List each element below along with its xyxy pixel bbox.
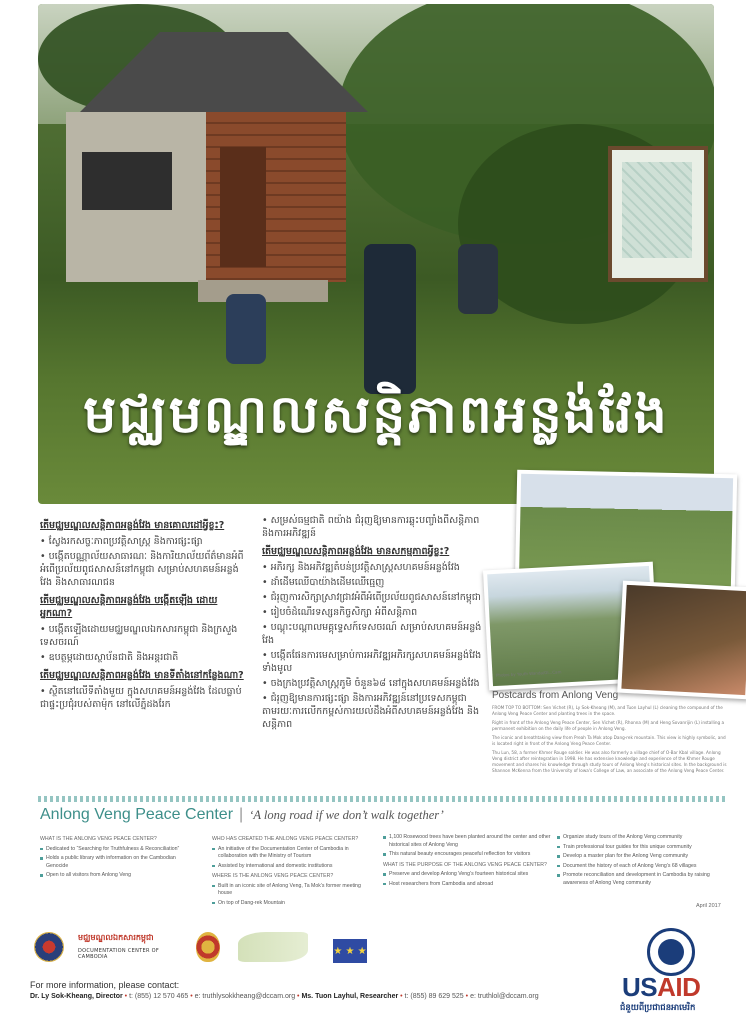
english-item: Built in an iconic site of Anlong Veng, Ta Mok’s former meeting house [212, 883, 370, 898]
map-signboard [608, 146, 708, 282]
contact-email[interactable]: e: truthlol@dccam.org [470, 993, 539, 1000]
person-kneeling [226, 294, 266, 364]
person-bending [458, 244, 498, 314]
dccam-english-name: DOCUMENTATION CENTER OF CAMBODIA [78, 948, 160, 960]
english-item: On top of Dang-rek Mountain [212, 900, 370, 908]
contact-phone: t: (855) 12 570 465 [129, 993, 189, 1000]
person-with-hoe [364, 244, 416, 394]
usaid-aid: AID [657, 972, 701, 1002]
khmer-question: តើមជ្ឈមណ្ឌលសន្តិភាពអន្លង់វែង បង្កើតឡើង ដោយ អ្នកណា? [40, 595, 218, 619]
contact-line [30, 993, 539, 1000]
english-list [212, 846, 370, 871]
english-item: This natural beauty encourages peaceful reflection for visitors [383, 851, 555, 859]
english-item: An initiative of the Documentation Center of Cambodia in collaboration with the Ministry of Tourism [212, 846, 370, 861]
postcard-caption: FROM TOP TO BOTTOM: Sen Vichet (R), Ly Sok-Kheang (M), and Tuon Layhul (L) cleaning the compound of the Anlong Veng Peace Center and planting trees in the space. [492, 705, 723, 716]
khmer-answer: • រៀបចំដំណើរទស្សនកិច្ចសិក្សា អំពីសន្តិភាព [262, 607, 418, 618]
english-item: Promote reconciliation and development in Cambodia by raising awareness of Anlong Veng community [557, 872, 727, 887]
bullet: • [124, 993, 128, 1000]
english-question: WHAT IS THE ANLONG VENG PEACE CENTER? [40, 836, 157, 842]
bullet: • [297, 993, 300, 1000]
usaid-us: US [622, 972, 658, 1002]
house-roof [48, 32, 368, 112]
english-list [212, 883, 370, 908]
khmer-column-2 [262, 514, 487, 733]
postcard-caption: The iconic and breathtaking view from Preah Ta Mok atop Dang-rek mountain. This view is highly symbolic, and is located right in front of the Anlong Veng Peace Center. [492, 735, 726, 746]
english-item: Preserve and develop Anlong Veng’s fourteen historical sites [383, 871, 555, 879]
english-question: WHO HAS CREATED THE ANLONG VENG PEACE CENTER? [212, 836, 359, 842]
contact-label: For more information, please contact: [30, 980, 180, 990]
hero-photo [38, 4, 714, 504]
khmer-answer: • ដាំដើមឈើបាយ៉ាងដើមឈើធ្មេញ [262, 577, 385, 588]
english-list [557, 834, 727, 887]
bullet: • [465, 993, 469, 1000]
english-item: Host researchers from Cambodia and abroad [383, 881, 555, 889]
khmer-answer: • ចងក្រងប្រវត្តិសាស្ត្រភូមិ ចំនួន៦៨ នៅក្នុងសហគមន៍អន្លង់វែង [262, 678, 480, 689]
contact-name: Ms. Tuon Layhul, Researcher [301, 993, 399, 1000]
eu-flag-logo: ★ ★ ★ [333, 939, 367, 963]
usaid-wordmark [622, 972, 700, 1003]
khmer-answer: • ស្ថិតនៅលើទីតាំងមួយ ក្នុងសហគមន៍អន្លង់វែង ដែលធ្លាប់ជាផ្ទះប្រជុំរបស់តាម៉ុក នៅលើភ្នំដងរែក [40, 686, 242, 710]
english-item: Develop a master plan for the Anlong Veng community [557, 853, 727, 861]
khmer-answer: • ឧបត្ថម្ភដោយស្ថាប័នជាតិ និងអន្តរជាតិ [40, 652, 179, 663]
english-question: WHERE IS THE ANLONG VENG PEACE CENTER? [212, 873, 334, 879]
english-item: 1,100 Rosewood trees have been planted around the center and other historical sites of Anlong Veng [383, 834, 555, 849]
usaid-seal-center [658, 939, 684, 965]
center-title: Anlong Veng Peace Center [40, 806, 234, 823]
postcard-photo-portrait [617, 581, 746, 700]
khmer-answer: • ជំរុញឱ្យមានការផ្សះផ្សា និងការអភិវឌ្ឍន៍នៅប្រទេសកម្ពុជា តាមរយៈការលើកកម្ពស់ការយល់ដឹងអំពីសហគមន៍អន្លង់វែង និងសន្តិភាព [262, 693, 479, 730]
english-item: Document the history of each of Anlong Veng’s 68 villages [557, 863, 727, 871]
bullet: • [190, 993, 193, 1000]
contact-phone: t: (855) 89 629 525 [404, 993, 464, 1000]
usaid-khmer-tagline: ជំនួយពីប្រជាជនអាមេរិក [620, 1003, 696, 1013]
khmer-question: តើមជ្ឈមណ្ឌលសន្តិភាពអន្លង់វែង មានទីតាំងនៅកន្លែងណា? [40, 670, 244, 681]
house-window [82, 152, 172, 210]
khmer-question: តើមជ្ឈមណ្ឌលសន្តិភាពអន្លង់វែង មានសកម្មភាពអ្វីខ្លះ? [262, 546, 450, 557]
english-item: Train professional tour guides for this unique community [557, 844, 727, 852]
center-tagline: ‘A long road if we don’t walk together’ [249, 808, 444, 822]
english-list [383, 871, 555, 888]
house-door [220, 147, 266, 267]
postcard-caption: Right in front of the Anlong Veng Peace Center, Sen Vichet (R), Rhonna (M) and Heng Sovanrijin (L) installing a permanent exhibition on the daily life of people in Anlong Veng. [492, 720, 725, 731]
ministry-seal-logo [196, 932, 220, 962]
english-item: Dedicated to “Searching for Truthfulness & Reconciliation” [40, 846, 188, 854]
photo-credit: Photos by Youth Wanda/Ol...Cam [495, 669, 562, 678]
khmer-answer: • ស្វែងរកសច្ចៈភាពប្រវត្តិសាស្ត្រ និងការផ្សះផ្សា [40, 536, 203, 547]
poster-date: April 2017 [696, 903, 721, 909]
bullet: • [400, 993, 403, 1000]
khmer-column-1 [40, 514, 245, 713]
khmer-answer: • បង្កើតផែនការមេសម្រាប់ការអភិវឌ្ឍអភិរក្សសហគមន៍អន្លង់វែងទាំងមូល [262, 650, 482, 674]
wooden-house [48, 32, 368, 302]
khmer-answer: • បណ្តុះបណ្តាលមគ្គុទ្ទេសក៍ទេសចរណ៍ សម្រាប់សហគមន៍អន្លង់វែង [262, 622, 482, 646]
english-item: Open to all visitors from Anlong Veng [40, 872, 188, 880]
heading-separator: | [239, 806, 244, 823]
photo-image [621, 585, 746, 695]
center-heading [40, 806, 444, 824]
english-column-4 [557, 834, 727, 890]
hero-title: មជ្ឈមណ្ឌលសន្តិភាពអន្លង់វែង [83, 385, 669, 445]
usaid-seal-logo [647, 928, 695, 976]
khmer-question: តើមជ្ឈមណ្ឌលសន្តិភាពអន្លង់វែង មានគោលដៅអ្វីខ្លះ? [40, 520, 225, 531]
english-item: Holds a public library with information on the Cambodian Genocide [40, 855, 188, 870]
english-column-1 [40, 834, 188, 883]
dccam-wordmark-logo [78, 932, 184, 966]
english-list [40, 846, 188, 880]
english-list [383, 834, 555, 859]
postcard-caption: Thu Lun, 58, a former Khmer Rouge soldier. He was also formerly a village chief of O-Bar Kbal village. Anlong Veng district after reintegration in 1998. He has extensive knowledge and experience of the Khmer Rouge movement and shares his knowledge through study tours of Anlong Veng's historical sites. In the background is Shannon McKenna from the University of Iowa's College of Law, an associate of the Anlong Veng Peace Center. [492, 750, 727, 773]
dccam-emblem-logo [34, 932, 64, 962]
contact-name: Dr. Ly Sok-Kheang, Director [30, 993, 123, 1000]
khmer-answer: • សម្រស់ធម្មជាតិ ពយ៉ាង ជំរុញឱ្យមានការឆ្លុះបញ្ចាំងពីសន្តិភាព និងការអភិវឌ្ឍន៍ [262, 515, 480, 539]
partner-green-logo [238, 932, 308, 962]
postcards-section [492, 690, 728, 777]
english-question: WHAT IS THE PURPOSE OF THE ANLONG VENG PEACE CENTER? [383, 861, 547, 868]
khmer-answer: • បង្កើតឡើងដោយមជ្ឈមណ្ឌលឯកសារកម្ពុជា និងក្រសួងទេសចរណ៍ [40, 624, 238, 648]
dccam-khmer-name: មជ្ឈមណ្ឌលឯកសារកម្ពុជា [78, 933, 154, 942]
khmer-answer: • ជំរុញការសិក្សាស្រាវជ្រាវអំពីអំពើប្រល័យពូជសាសន៍នៅកម្ពុជា [262, 592, 481, 603]
postcards-title: Postcards from Anlong Veng [492, 690, 619, 701]
contact-email[interactable]: e: truthlysokkheang@dccam.org [194, 993, 296, 1000]
english-column-2 [212, 834, 370, 910]
english-item: Organize study tours of the Anlong Veng community [557, 834, 727, 842]
khmer-answer: • អភិរក្ស និងអភិវឌ្ឍតំបន់ប្រវត្តិសាស្ត្រសហគមន៍អន្លង់វែង [262, 562, 460, 573]
english-item: Assisted by international and domestic institutions [212, 863, 370, 871]
english-column-3 [383, 834, 555, 891]
khmer-answer: • បង្កើតបណ្ណាល័យសាធារណៈ និងការិយាល័យព័ត៌មានអំពីអំពើប្រល័យពូជសាសន៍នៅកម្ពុជា សម្រាប់សហគមន៍អន្លង់វែង និងសាធារណជន [40, 551, 244, 588]
wave-divider [38, 796, 728, 802]
contact-block [30, 980, 539, 1000]
